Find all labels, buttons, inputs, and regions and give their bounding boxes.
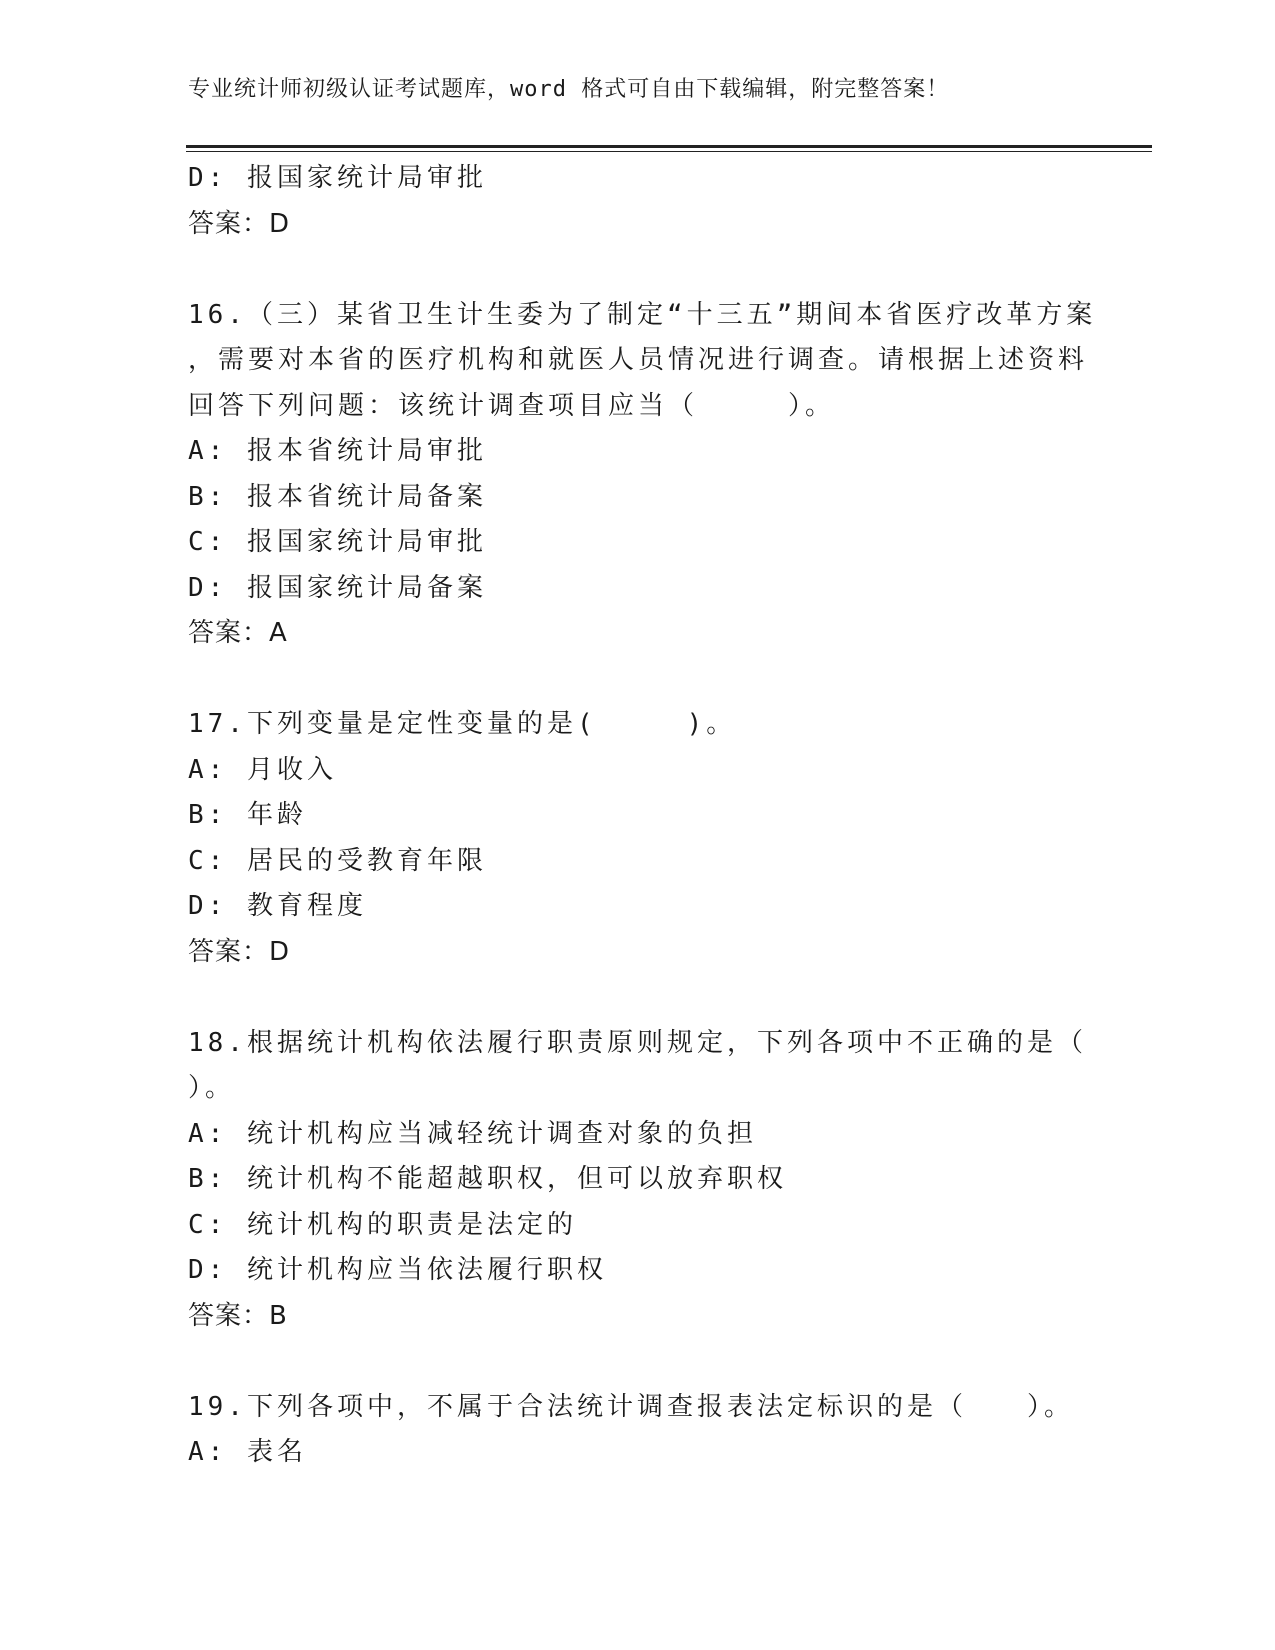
answer-line: 答案：A <box>188 618 288 648</box>
option-d: D: 统计机构应当依法履行职权 <box>188 1255 607 1285</box>
question-text: 回答下列问题：该统计调查项目应当（ ）。 <box>188 390 836 421</box>
question-text: ）。 <box>188 1073 236 1103</box>
document-body <box>188 156 1097 1476</box>
option-d: D: 教育程度 <box>188 891 367 921</box>
option-a: A: 表名 <box>188 1437 307 1467</box>
option-a: A: 月收入 <box>188 754 337 785</box>
option-d: D: 报国家统计局备案 <box>188 572 487 603</box>
option-c: C: 统计机构的职责是法定的 <box>188 1209 577 1240</box>
question-text: 17.下列变量是定性变量的是( )。 <box>188 709 737 739</box>
option-c: C: 报国家统计局审批 <box>188 527 487 557</box>
question-block-19 <box>188 1385 1088 1476</box>
question-block-17 <box>188 702 1088 975</box>
option-a: A: 统计机构应当减轻统计调查对象的负担 <box>188 1118 757 1149</box>
question-block-18 <box>188 1021 1088 1340</box>
answer-line: 答案：D <box>188 936 291 967</box>
option-c: C: 居民的受教育年限 <box>188 845 487 876</box>
question-text: 19.下列各项中，不属于合法统计调查报表法定标识的是（ ）。 <box>188 1391 1074 1422</box>
option-b: B: 报本省统计局备案 <box>188 481 487 512</box>
question-block-16 <box>188 293 1097 657</box>
option-line: D: 报国家统计局审批 <box>188 163 487 193</box>
question-text: ，需要对本省的医疗机构和就医人员情况进行调查。请根据上述资料 <box>188 345 1089 375</box>
question-text: 16.（三）某省卫生计生委为了制定“十三五”期间本省医疗改革方案 <box>188 299 1097 330</box>
answer-line: 答案：D <box>188 208 291 239</box>
option-b: B: 年龄 <box>188 800 307 830</box>
option-b: B: 统计机构不能超越职权，但可以放弃职权 <box>188 1164 787 1194</box>
header-rule-thick <box>186 145 1152 148</box>
option-a: A: 报本省统计局审批 <box>188 436 487 466</box>
page-header: 专业统计师初级认证考试题库，word 格式可自由下载编辑，附完整答案！ <box>188 77 950 102</box>
question-text: 18.根据统计机构依法履行职责原则规定，下列各项中不正确的是（ <box>188 1027 1087 1058</box>
header-rule-thin <box>186 151 1152 152</box>
answer-line: 答案：B <box>188 1300 288 1331</box>
